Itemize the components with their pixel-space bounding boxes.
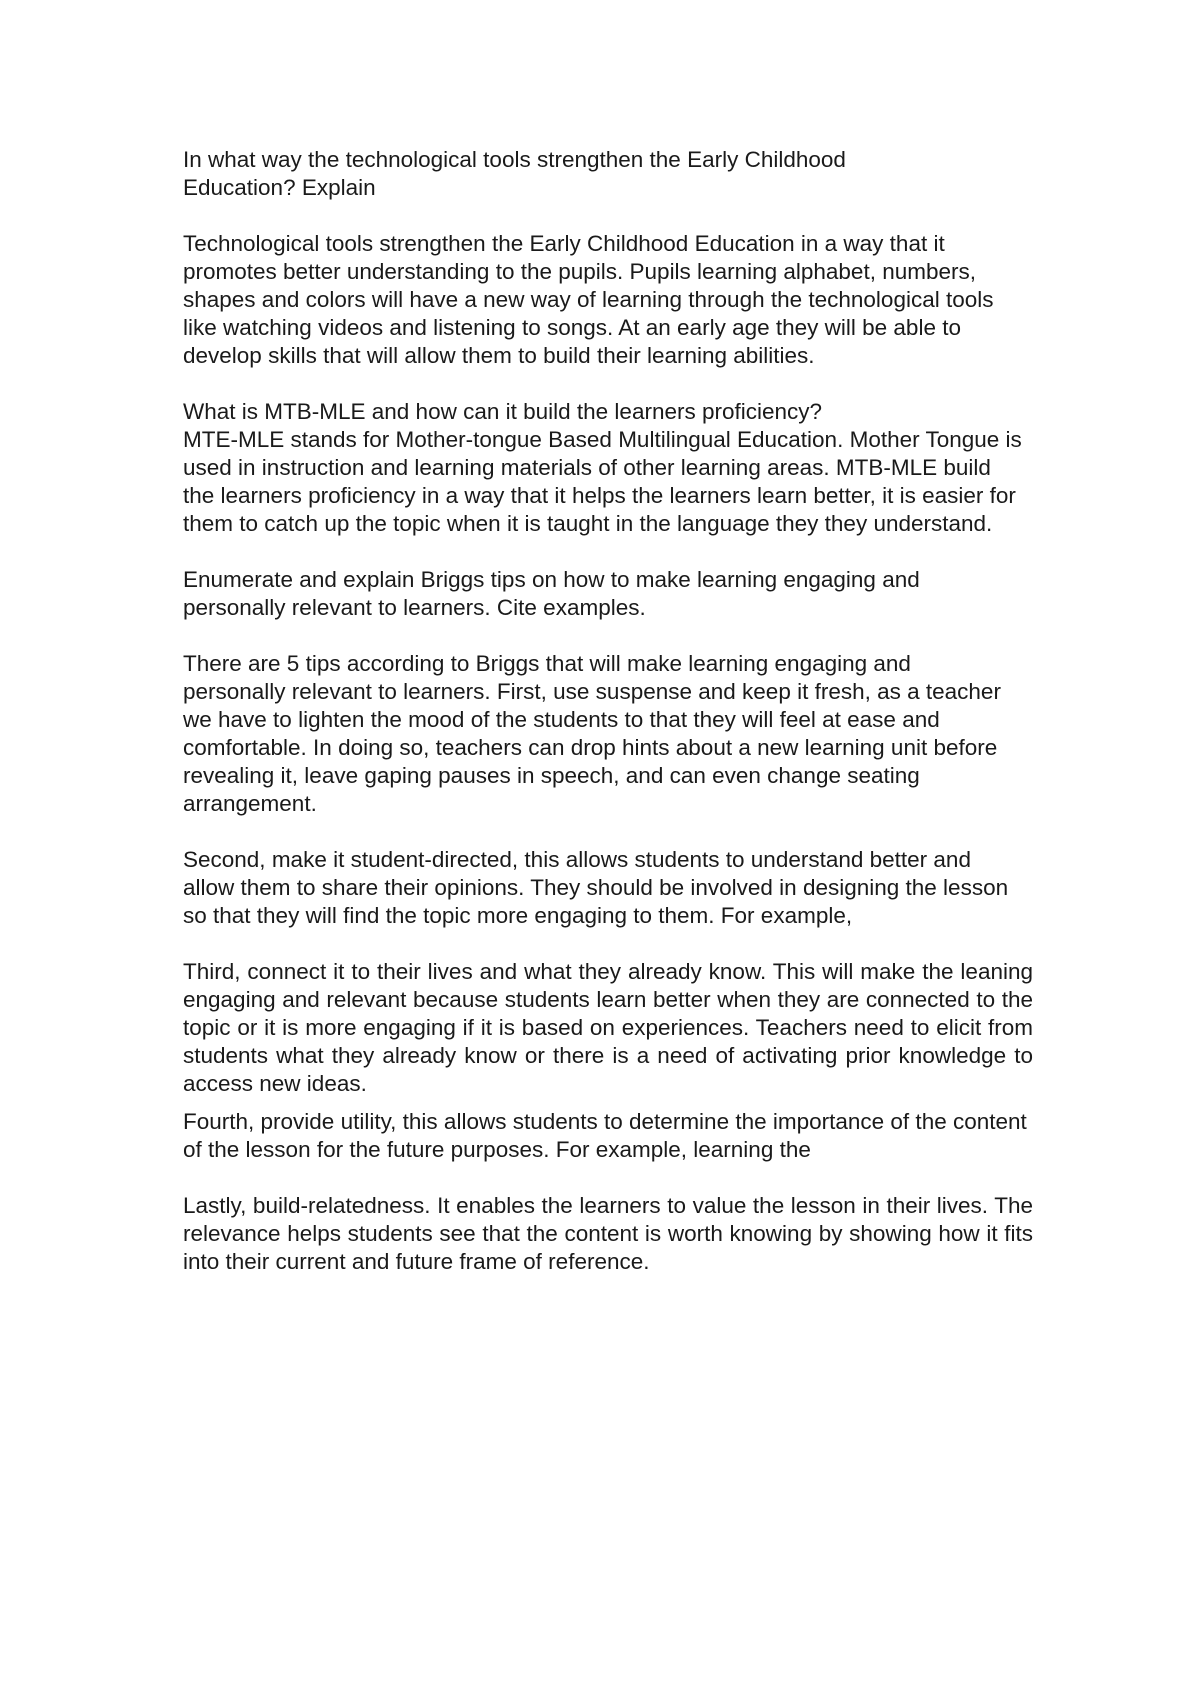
document-content <box>183 146 1033 1276</box>
tip-third: Third, connect it to their lives and what they already know. This will make the leaning engaging and relevant because students learn better when they are connected to the topic or it is more engaging if it is based on experiences. Teachers need to elicit from students what they already know or there is a need of activating prior knowledge to access new ideas. <box>183 959 1033 1096</box>
answer-1: Technological tools strengthen the Early Childhood Education in a way that it promotes better understanding to the pupils. Pupils learning alphabet, numbers, shapes and colors will have a new way of learning through the technological tools like watching videos and listening to songs. At an early age they will be able to develop skills that will allow them to build their learning abilities. <box>183 231 994 368</box>
tip-second: Second, make it student-directed, this allows students to understand better and allow them to share their opinions. They should be involved in designing the lesson so that they will find the topic more engaging to them. For example, <box>183 847 1009 928</box>
question-1: In what way the technological tools strengthen the Early Childhood Education? Explain <box>183 147 846 200</box>
question-3: Enumerate and explain Briggs tips on how to make learning engaging and personally relevant to learners. Cite examples. <box>183 567 920 620</box>
answer-2: MTE-MLE stands for Mother-tongue Based Multilingual Education. Mother Tongue is used in instruction and learning materials of other learning areas. MTB-MLE build the learners proficiency in a way that it helps the learners learn better, it is easier for them to catch up the topic when it is taught in the language they they understand. <box>183 427 1022 536</box>
question-2: What is MTB-MLE and how can it build the learners proficiency? <box>183 399 823 424</box>
tip-intro: There are 5 tips according to Briggs that will make learning engaging and personally relevant to learners. First, use suspense and keep it fresh, as a teacher we have to lighten the mood of the students to that they will feel at ease and comfortable. In doing so, teachers can drop hints about a new learning unit before revealing it, leave gaping pauses in speech, and can even change seating arrangement. <box>183 651 1001 816</box>
tip-fourth: Fourth, provide utility, this allows students to determine the importance of the content of the lesson for the future purposes. For example, learning the <box>183 1109 1027 1162</box>
tip-fifth: Lastly, build-relatedness. It enables the learners to value the lesson in their lives. The relevance helps students see that the content is worth knowing by showing how it fits into their current and future frame of reference. <box>183 1193 1033 1274</box>
